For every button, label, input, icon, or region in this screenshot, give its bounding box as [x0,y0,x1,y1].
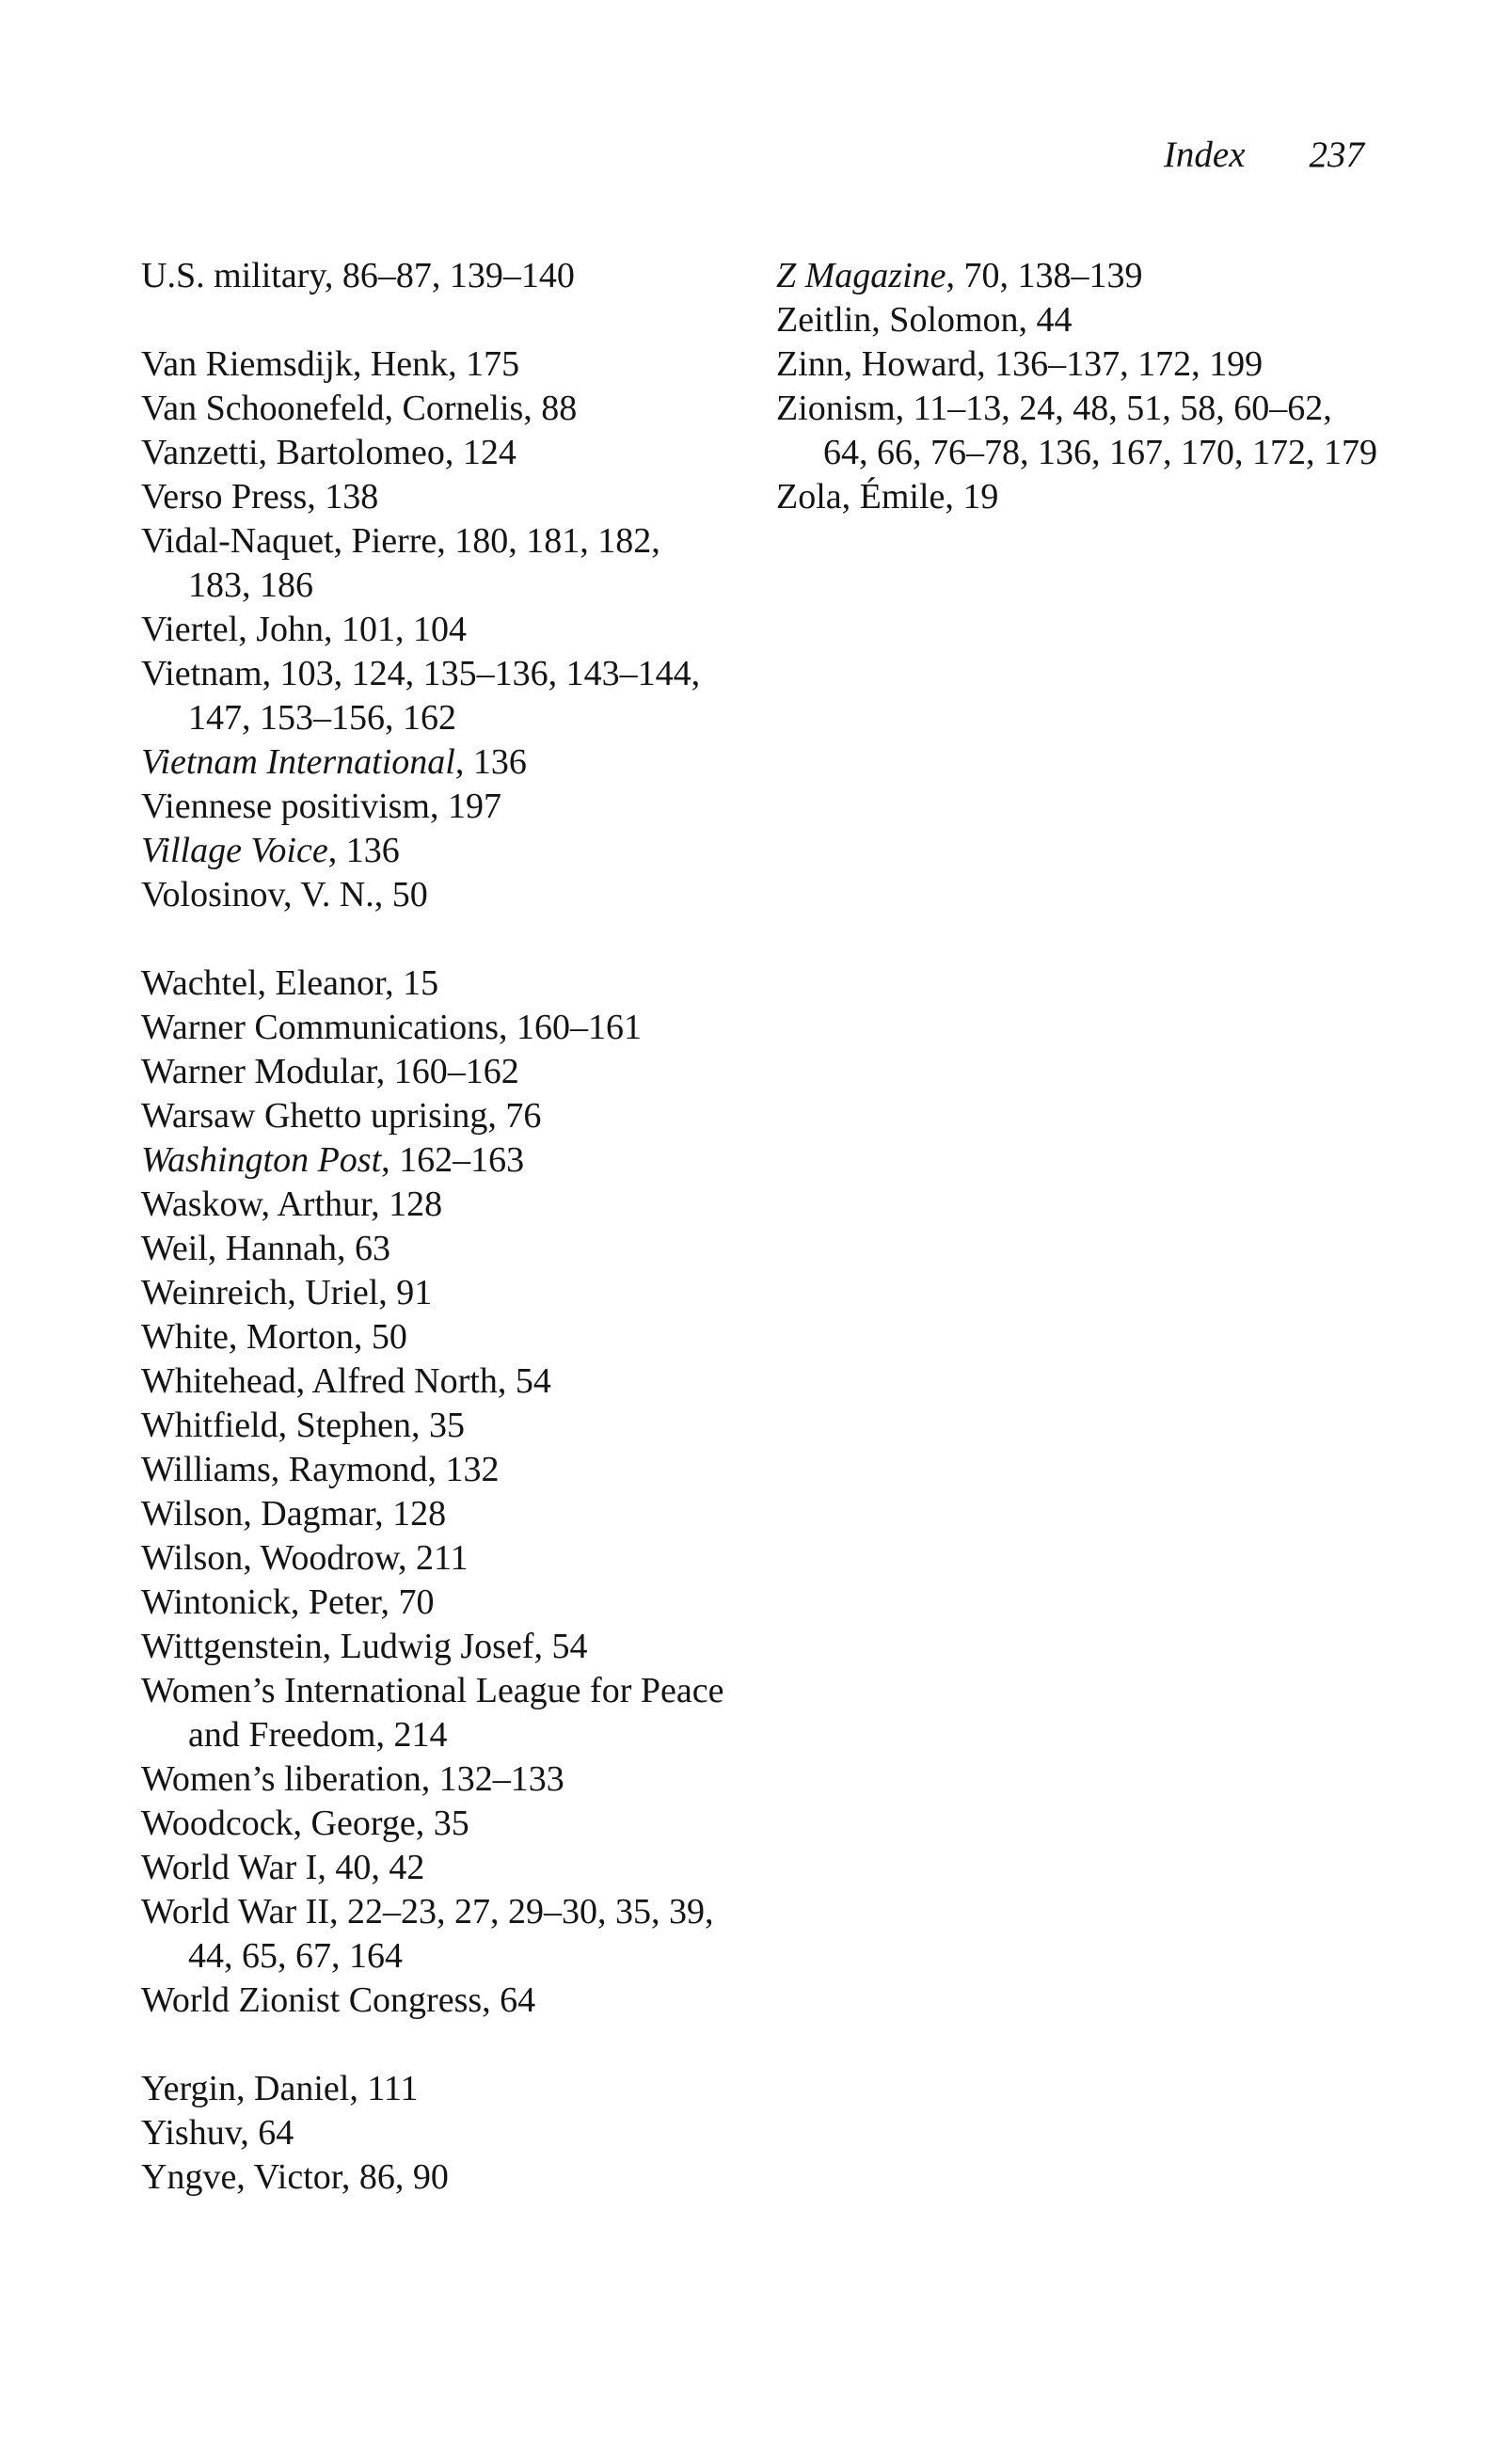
index-entry-title: Z Magazine [776,256,946,295]
index-entry: Verso Press, 138 [141,477,379,517]
index-entry-title: Vietnam International [141,742,455,782]
index-entry: Zeitlin, Solomon, 44 [776,300,1073,340]
index-entry: Wilson, Dagmar, 128 [141,1494,447,1534]
index-entry: Whitehead, Alfred North, 54 [141,1361,551,1401]
index-entry: Viennese positivism, 197 [141,787,501,826]
index-entry: World War II, 22–23, 27, 29–30, 35, 39, 44, 65, 67, 164 [141,1892,714,1976]
index-letter-group [141,254,724,298]
header-section-title: Index [1163,135,1246,175]
index-letter-group [776,254,1378,519]
index-entry: U.S. military, 86–87, 139–140 [141,256,575,295]
index-column-left [141,254,724,2244]
index-entry: Women’s International League for Peace and Freedom, 214 [141,1671,724,1755]
index-entry: Woodcock, George, 35 [141,1804,469,1843]
index-entry: Yergin, Daniel, 111 [141,2069,419,2108]
index-entry: Warner Communications, 160–161 [141,1008,643,1047]
index-entry: White, Morton, 50 [141,1317,407,1357]
index-entry [141,740,724,785]
index-entry-title: Washington Post [141,1140,382,1180]
index-entry: Vietnam, 103, 124, 135–136, 143–144, 147, 153–156, 162 [141,654,701,738]
index-entry [141,1138,724,1183]
index-entry: Wintonick, Peter, 70 [141,1582,435,1622]
index-entry: Waskow, Arthur, 128 [141,1184,443,1224]
index-entry: Van Riemsdijk, Henk, 175 [141,344,520,384]
index-entry: Viertel, John, 101, 104 [141,610,468,649]
index-entry: Wachtel, Eleanor, 15 [141,963,439,1003]
index-letter-group [141,342,724,917]
index-entry: Wittgenstein, Ludwig Josef, 54 [141,1627,588,1666]
index-entry: Van Schoonefeld, Cornelis, 88 [141,389,578,428]
index-entry-pages: , 70, 138–139 [946,256,1143,295]
index-letter-group [141,962,724,2023]
index-entry: Yishuv, 64 [141,2113,294,2153]
index-entry: Volosinov, V. N., 50 [141,875,428,914]
index-column-right [776,254,1378,564]
index-entry-pages: , 136 [327,831,400,870]
index-entry: Weinreich, Uriel, 91 [141,1273,433,1312]
index-entry: Warsaw Ghetto uprising, 76 [141,1096,542,1136]
index-entry: Wilson, Woodrow, 211 [141,1538,469,1578]
index-entry: Weil, Hannah, 63 [141,1229,390,1268]
index-entry: Yngve, Victor, 86, 90 [141,2157,449,2197]
index-entry: Warner Modular, 160–162 [141,1052,519,1091]
index-entry: World War I, 40, 42 [141,1848,425,1887]
index-entry-pages: , 162–163 [381,1140,525,1180]
running-header [1164,134,1364,176]
index-entry: Women’s liberation, 132–133 [141,1759,564,1799]
index-entry [776,254,1378,298]
index-entry [141,829,724,873]
index-entry: Vidal-Naquet, Pierre, 180, 181, 182, 183, 186 [141,521,660,605]
index-entry: Zinn, Howard, 136–137, 172, 199 [776,344,1264,384]
index-entry-pages: , 136 [454,742,527,782]
index-letter-group [141,2067,724,2200]
page-number: 237 [1309,135,1364,175]
index-entry: Zionism, 11–13, 24, 48, 51, 58, 60–62, 64, 66, 76–78, 136, 167, 170, 172, 179 [776,389,1377,472]
index-entry: World Zionist Congress, 64 [141,1980,536,2020]
index-entry: Williams, Raymond, 132 [141,1450,500,1489]
index-entry: Zola, Émile, 19 [776,477,999,517]
index-entry-title: Village Voice [141,831,328,870]
index-entry: Vanzetti, Bartolomeo, 124 [141,433,517,472]
index-entry: Whitfield, Stephen, 35 [141,1406,466,1445]
